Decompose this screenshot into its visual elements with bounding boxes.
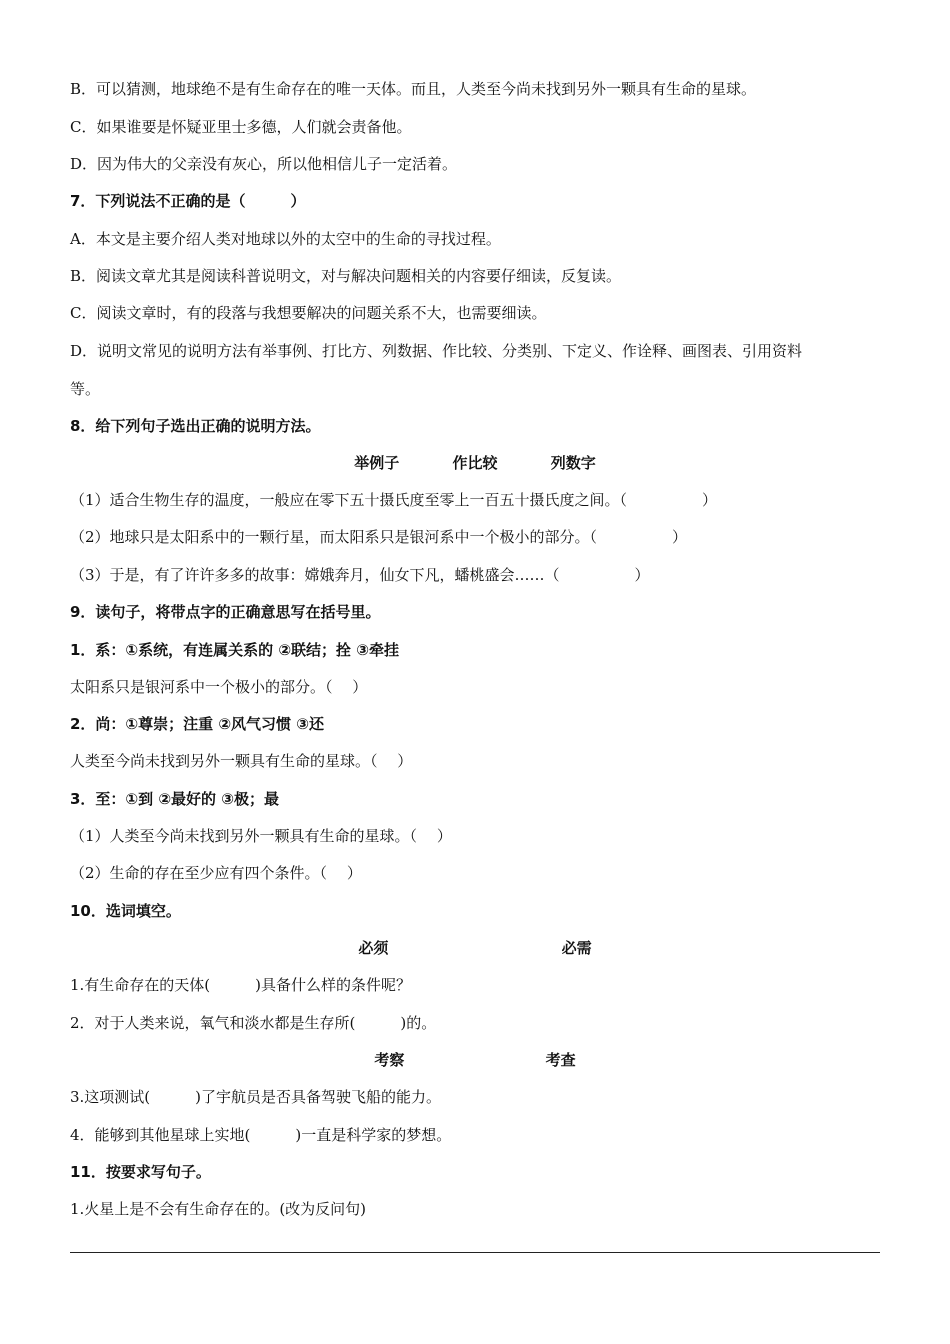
word-definitions: 1．系：①系统，有连属关系的 ②联结；拴 ③牵挂 [70, 641, 399, 659]
word-option: 必须 [358, 939, 389, 957]
word-option: 考查 [545, 1051, 576, 1069]
method-option: 列数字 [550, 454, 596, 472]
word-options [0, 1050, 950, 1070]
option-line: A．本文是主要介绍人类对地球以外的太空中的生命的寻找过程。 [70, 230, 501, 248]
sentence-line: 1.有生命存在的天体( )具备什么样的条件呢？ [70, 976, 412, 994]
footer-rule [70, 1252, 880, 1253]
method-option: 作比较 [452, 454, 498, 472]
word-options [0, 938, 950, 958]
option-line: C．阅读文章时，有的段落与我想要解决的问题关系不大，也需要细读。 [70, 304, 547, 322]
sentence-line: 1.火星上是不会有生命存在的。(改为反问句) [70, 1200, 367, 1218]
option-line: C．如果谁要是怀疑亚里士多德，人们就会责备他。 [70, 118, 412, 136]
word-definitions: 2．尚：①尊崇；注重 ②风气习惯 ③还 [70, 715, 324, 733]
sentence-line: （1）适合生物生存的温度，一般应在零下五十摄氏度至零上一百五十摄氏度之间。（ ） [70, 491, 718, 509]
sentence-line: 2．对于人类来说，氧气和淡水都是生存所( )的。 [70, 1014, 437, 1032]
option-line-continued: 等。 [70, 380, 101, 398]
question-9-title: 9．读句子，将带点字的正确意思写在括号里。 [70, 603, 381, 621]
question-10-title: 10．选词填空。 [70, 902, 181, 920]
question-8-title: 8．给下列句子选出正确的说明方法。 [70, 417, 321, 435]
word-definitions: 3．至：①到 ②最好的 ③极；最 [70, 790, 279, 808]
sentence-line: （2）生命的存在至少应有四个条件。（ ） [70, 864, 362, 882]
sentence-line: 4．能够到其他星球上实地( )一直是科学家的梦想。 [70, 1126, 452, 1144]
sentence-line: 3.这项测试( )了宇航员是否具备驾驶飞船的能力。 [70, 1088, 442, 1106]
word-option: 必需 [561, 939, 592, 957]
method-options [0, 453, 950, 473]
option-line: B．阅读文章尤其是阅读科普说明文，对与解决问题相关的内容要仔细读，反复读。 [70, 267, 622, 285]
sentence-line: 人类至今尚未找到另外一颗具有生命的星球。（ ） [70, 752, 413, 770]
sentence-line: 太阳系只是银河系中一个极小的部分。（ ） [70, 678, 368, 696]
method-option: 举例子 [354, 454, 400, 472]
sentence-line: （2）地球只是太阳系中的一颗行星，而太阳系只是银河系中一个极小的部分。（ ） [70, 528, 688, 546]
option-line: B．可以猜测，地球绝不是有生命存在的唯一天体。而且，人类至今尚未找到另外一颗具有生命的星球。 [70, 80, 757, 98]
question-11-title: 11．按要求写句子。 [70, 1163, 211, 1181]
word-option: 考察 [374, 1051, 405, 1069]
sentence-line: （3）于是，有了许许多多的故事：嫦娥奔月，仙女下凡，蟠桃盛会……（ ） [70, 566, 650, 584]
option-line: D．因为伟大的父亲没有灰心，所以他相信儿子一定活着。 [70, 155, 458, 173]
question-7-title: 7．下列说法不正确的是（ ） [70, 192, 306, 210]
sentence-line: （1）人类至今尚未找到另外一颗具有生命的星球。（ ） [70, 827, 452, 845]
option-line: D．说明文常见的说明方法有举事例、打比方、列数据、作比较、分类别、下定义、作诠释、画图表、引用资料 [70, 342, 803, 360]
